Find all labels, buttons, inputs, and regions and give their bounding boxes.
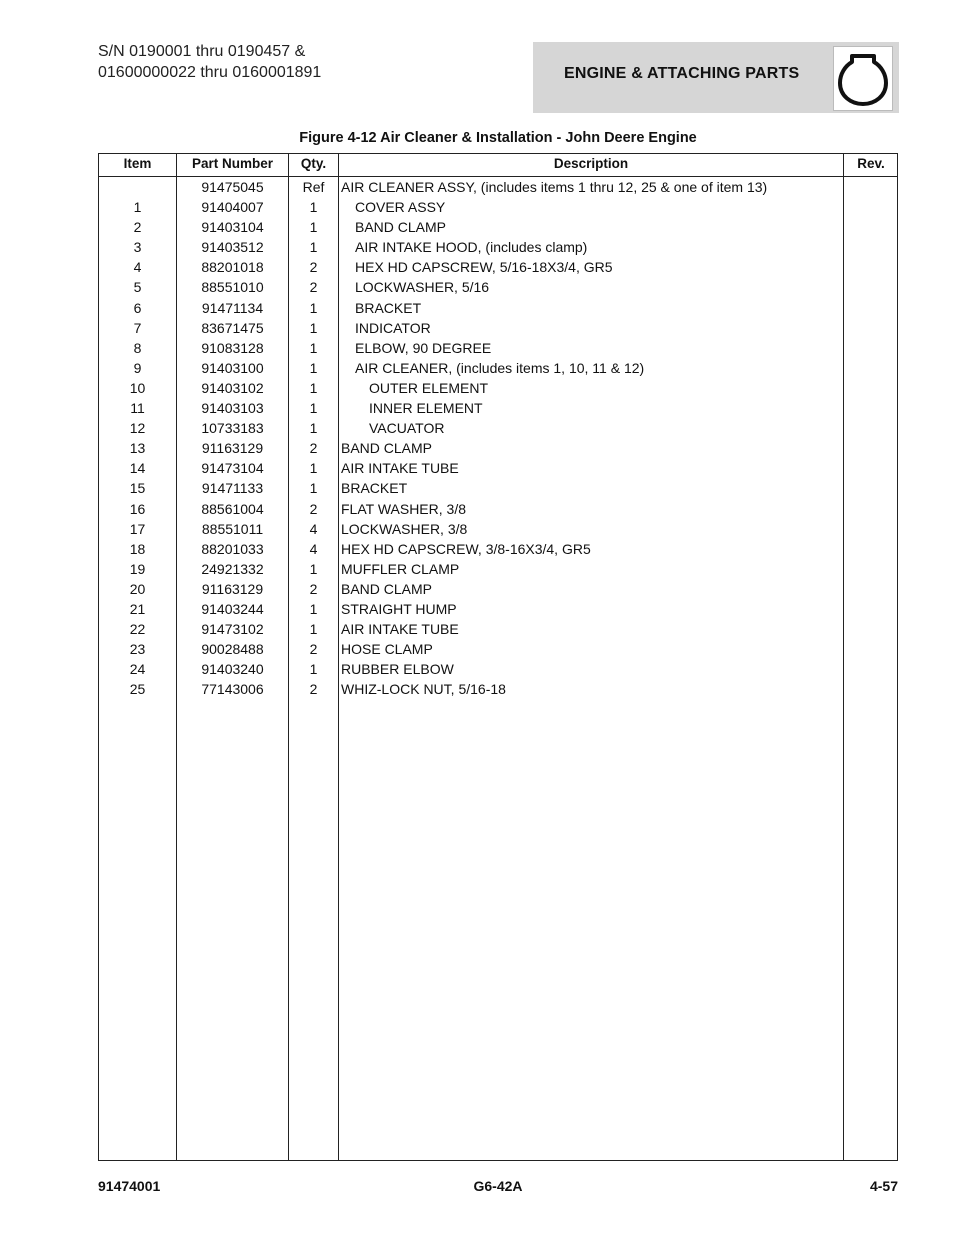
item-cell: 16 — [129, 500, 146, 517]
qty-cell: 1 — [309, 219, 318, 236]
part-number-cell: 83671475 — [201, 319, 264, 336]
table-row — [99, 499, 897, 519]
description-cell: COVER ASSY — [355, 199, 446, 216]
part-number-cell: 88201033 — [201, 540, 264, 557]
table-row — [99, 318, 897, 338]
description-cell: AIR INTAKE HOOD, (includes clamp) — [355, 239, 588, 256]
table-row — [99, 559, 897, 579]
footer-page-number: 4-57 — [869, 1178, 898, 1194]
table-row — [99, 458, 897, 478]
item-cell: 24 — [129, 661, 146, 678]
figure-title: Figure 4-12 Air Cleaner & Installation - John Deere Engine — [299, 130, 697, 146]
part-number-cell: 91475045 — [201, 179, 264, 195]
description-cell: INNER ELEMENT — [369, 400, 483, 417]
footer-model: G6-42A — [473, 1178, 523, 1194]
table-row — [99, 237, 897, 257]
qty-cell: 1 — [309, 480, 318, 497]
item-cell: 14 — [129, 460, 146, 477]
description-cell: ELBOW, 90 DEGREE — [355, 339, 492, 356]
description-cell: LOCKWASHER, 3/8 — [341, 520, 468, 537]
table-row — [99, 398, 897, 418]
part-number-cell: 91404007 — [201, 199, 264, 216]
table-row — [99, 197, 897, 217]
part-number-cell: 24921332 — [201, 560, 264, 577]
qty-cell: 1 — [309, 460, 318, 477]
qty-cell: 1 — [309, 359, 318, 376]
item-cell: 15 — [129, 480, 146, 497]
column-header-rev: Rev. — [857, 156, 885, 171]
table-row — [99, 257, 897, 277]
qty-cell: 1 — [309, 239, 318, 256]
part-number-cell: 90028488 — [201, 641, 264, 658]
table-row — [99, 177, 897, 197]
qty-cell: 1 — [309, 661, 318, 678]
part-number-cell: 91403512 — [201, 239, 264, 256]
description-cell: INDICATOR — [355, 319, 431, 336]
item-cell: 5 — [133, 279, 142, 296]
footer-document-number: 91474001 — [98, 1178, 161, 1194]
part-number-cell: 91403240 — [201, 661, 264, 678]
part-number-cell: 91471133 — [201, 480, 264, 497]
description-cell: LOCKWASHER, 5/16 — [355, 279, 490, 296]
table-row — [99, 478, 897, 498]
qty-cell: 2 — [309, 641, 318, 658]
item-cell: 10 — [129, 379, 146, 396]
table-row — [99, 599, 897, 619]
part-number-cell: 91163129 — [201, 440, 264, 457]
engine-icon — [833, 46, 893, 111]
item-cell: 9 — [133, 359, 142, 376]
description-cell: HEX HD CAPSCREW, 5/16-18X3/4, GR5 — [355, 259, 613, 276]
item-cell: 20 — [129, 580, 146, 597]
item-cell: 21 — [129, 600, 146, 617]
item-cell: 19 — [129, 560, 146, 577]
description-cell: FLAT WASHER, 3/8 — [341, 500, 466, 517]
item-cell: 7 — [133, 319, 142, 336]
section-header — [533, 42, 899, 113]
item-cell: 17 — [129, 520, 146, 537]
description-cell: WHIZ-LOCK NUT, 5/16-18 — [341, 681, 506, 698]
description-cell: BAND CLAMP — [341, 440, 433, 457]
part-number-cell: 88201018 — [201, 259, 264, 276]
table-body — [99, 177, 897, 699]
qty-cell: 1 — [309, 319, 318, 336]
part-number-cell: 91403102 — [201, 379, 264, 396]
part-number-cell: 10733183 — [201, 420, 264, 437]
description-cell: BAND CLAMP — [355, 219, 447, 236]
item-cell: 1 — [133, 199, 142, 216]
item-cell: 23 — [129, 641, 146, 658]
part-number-cell: 91471134 — [201, 299, 264, 316]
qty-cell: 1 — [309, 379, 318, 396]
description-cell: BAND CLAMP — [341, 580, 433, 597]
qty-cell: 1 — [309, 600, 318, 617]
item-cell: 18 — [129, 540, 146, 557]
part-number-cell: 91473102 — [201, 621, 264, 638]
qty-cell: 1 — [309, 560, 318, 577]
qty-cell: Ref — [302, 179, 325, 195]
description-cell: AIR INTAKE TUBE — [341, 460, 459, 477]
table-row — [99, 338, 897, 358]
table-row — [99, 418, 897, 438]
qty-cell: 2 — [309, 259, 318, 276]
item-cell: 13 — [129, 440, 146, 457]
description-cell: HEX HD CAPSCREW, 3/8-16X3/4, GR5 — [341, 540, 591, 557]
description-cell: OUTER ELEMENT — [369, 379, 489, 396]
item-cell: 6 — [133, 299, 142, 316]
table-row — [99, 679, 897, 699]
description-cell: MUFFLER CLAMP — [341, 560, 460, 577]
item-cell: 12 — [129, 420, 146, 437]
qty-cell: 1 — [309, 199, 318, 216]
table-row — [99, 579, 897, 599]
table-row — [99, 378, 897, 398]
qty-cell: 4 — [309, 520, 318, 537]
serial-line-1: S/N 0190001 thru 0190457 & — [98, 43, 306, 60]
item-cell: 2 — [133, 219, 142, 236]
part-number-cell: 88561004 — [201, 500, 264, 517]
description-cell: BRACKET — [341, 480, 408, 497]
item-cell: 25 — [129, 681, 146, 698]
table-row — [99, 298, 897, 318]
qty-cell: 1 — [309, 400, 318, 417]
part-number-cell: 91083128 — [201, 339, 264, 356]
item-cell: 8 — [133, 339, 142, 356]
part-number-cell: 91403103 — [201, 400, 264, 417]
qty-cell: 1 — [309, 339, 318, 356]
table-row — [99, 358, 897, 378]
description-cell: VACUATOR — [369, 420, 445, 437]
part-number-cell: 77143006 — [201, 681, 264, 698]
item-cell: 11 — [130, 400, 145, 417]
item-cell: 4 — [133, 259, 142, 276]
serial-number-range — [98, 41, 321, 83]
table-row — [99, 659, 897, 679]
qty-cell: 1 — [309, 299, 318, 316]
description-cell: STRAIGHT HUMP — [341, 600, 457, 617]
table-row — [99, 639, 897, 659]
column-header-description: Description — [553, 156, 629, 171]
table-row — [99, 619, 897, 639]
table-row — [99, 519, 897, 539]
qty-cell: 4 — [309, 540, 318, 557]
part-number-cell: 91403244 — [201, 600, 264, 617]
part-number-cell: 91473104 — [201, 460, 264, 477]
qty-cell: 2 — [309, 500, 318, 517]
part-number-cell: 91403104 — [201, 219, 264, 236]
part-number-cell: 88551010 — [201, 279, 264, 296]
qty-cell: 1 — [309, 621, 318, 638]
qty-cell: 2 — [309, 580, 318, 597]
item-cell: 22 — [129, 621, 146, 638]
qty-cell: 2 — [309, 681, 318, 698]
table-row — [99, 438, 897, 458]
column-header-qty: Qty. — [300, 156, 327, 171]
qty-cell: 2 — [309, 279, 318, 296]
parts-table — [98, 153, 898, 1161]
column-header-part-number: Part Number — [191, 156, 274, 171]
part-number-cell: 88551011 — [201, 520, 264, 537]
serial-line-2: 01600000022 thru 0160001891 — [98, 64, 322, 81]
description-cell: AIR INTAKE TUBE — [341, 621, 459, 638]
description-cell: BRACKET — [355, 299, 422, 316]
description-cell: AIR CLEANER ASSY, (includes items 1 thru 12, 25 & one of item 13) — [341, 179, 768, 195]
part-number-cell: 91403100 — [201, 359, 264, 376]
qty-cell: 2 — [309, 440, 318, 457]
part-number-cell: 91163129 — [201, 580, 264, 597]
table-row — [99, 277, 897, 297]
qty-cell: 1 — [309, 420, 318, 437]
column-header-item: Item — [123, 156, 152, 171]
section-title: ENGINE & ATTACHING PARTS — [564, 65, 800, 82]
table-row — [99, 217, 897, 237]
description-cell: RUBBER ELBOW — [341, 661, 454, 678]
description-cell: HOSE CLAMP — [341, 641, 433, 658]
description-cell: AIR CLEANER, (includes items 1, 10, 11 & 12) — [355, 359, 645, 376]
item-cell: 3 — [133, 239, 142, 256]
table-row — [99, 539, 897, 559]
